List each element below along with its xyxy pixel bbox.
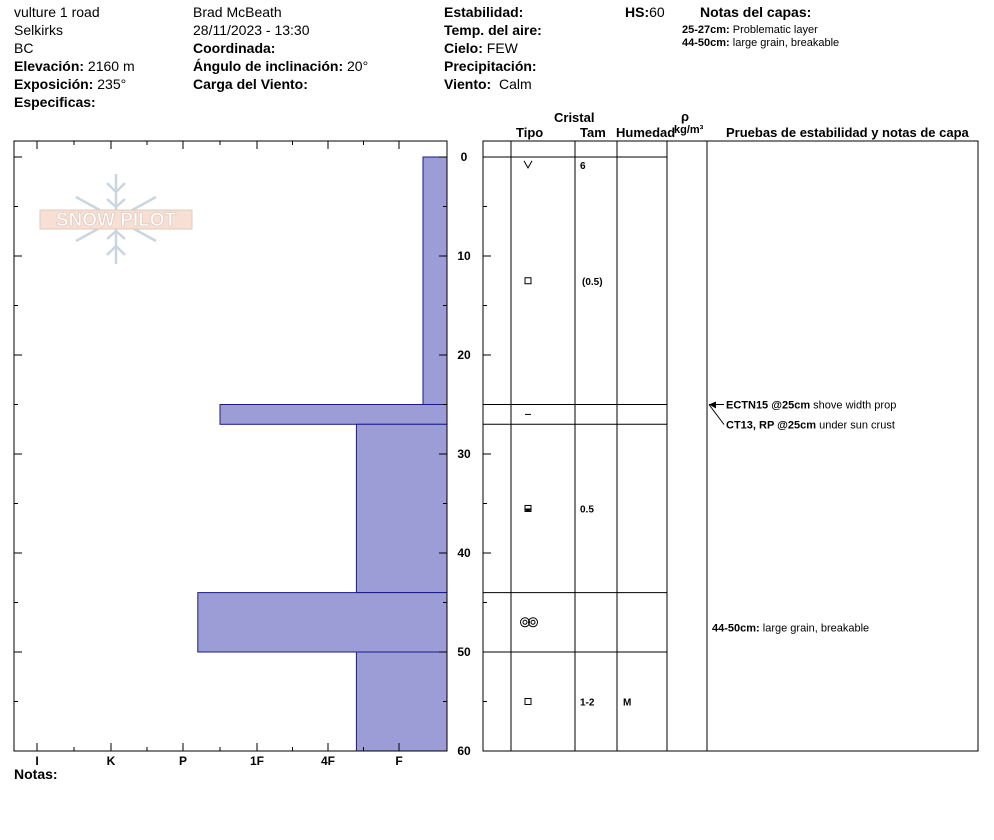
test-code: ECTN15 @25cm [726,399,814,412]
x-tick-label: 4F [320,754,336,768]
x-tick-label: P [178,754,188,768]
notes-label: Notas: [14,766,58,782]
hardness-bars [198,157,447,751]
precip-label: Precipitación: [444,58,537,74]
coord-label: Coordinada: [193,40,276,56]
density-unit-header: kg/m³ [674,124,704,136]
aspect-value: 235° [97,76,127,92]
crystal-row [521,618,538,627]
crystal-size: 1-2 [580,697,595,709]
hardness-bar [423,157,447,405]
rho-header: ρ [681,109,690,124]
stability-test [726,420,895,432]
wind-label: Viento: [444,76,492,92]
crystal-size: 0.5 [580,504,594,516]
crystal-profile [521,161,632,709]
specifics-label: Especificas: [14,94,96,110]
y-tick-label: 50 [457,645,471,659]
stability-test [726,400,896,412]
hardness-bar [220,405,447,425]
test-code: CT13, RP @25cm [726,419,820,432]
faceted-icon [525,699,531,705]
crystal-row [525,504,594,515]
layer-note-range: 44-50cm: [682,37,730,49]
y-tick-label: 60 [457,744,471,758]
faceted-icon [525,278,531,284]
surface-hoar-icon [524,161,532,168]
crystal-row [525,698,631,709]
chart-frames [14,141,978,751]
observer-text: Brad McBeath [193,4,282,20]
layer-note-range: 25-27cm: [682,24,730,36]
layer-note [712,622,869,634]
x-tick-label: 1F [249,754,265,768]
stability-tests [709,400,896,635]
sky-label: Cielo: [444,40,483,56]
y-tick-label: 30 [457,447,471,461]
layer-note-text: Problematic layer [732,24,818,36]
crystal-header: Cristal [554,110,595,125]
type-header: Tipo [516,125,544,140]
layer-note-range: 44-50cm: [712,622,763,635]
hardness-bar [356,652,447,751]
wind-value: Calm [498,76,532,92]
y-tick-label: 0 [460,150,468,164]
region-text: BC [14,40,34,56]
crystal-size: (0.5) [582,276,603,288]
location-text: vulture 1 road [14,4,100,20]
crystal-size: 6 [580,160,586,172]
test-note: under sun crust [819,419,895,432]
stability-label: Estabilidad: [444,4,524,20]
profile-frame [483,141,978,751]
crystal-row [525,277,603,288]
crystal-row [524,161,586,172]
incline-value: 20° [347,58,369,74]
test-note: shove width prop [813,399,897,412]
y-tick-label: 40 [457,546,471,560]
melt-form-inner [531,620,535,624]
elevation-value: 2160 m [87,58,135,74]
sky-value: FEW [486,40,518,56]
y-tick-label: 10 [457,249,471,263]
moisture-value: M [623,697,632,709]
snowpilot-watermark [40,174,192,264]
y-tick-label: 20 [457,348,471,362]
moisture-header: Humedad [616,125,676,140]
test-pointer [709,405,724,425]
layer-note-text: large grain, breakable [762,622,870,635]
x-tick-label: I [35,754,39,768]
hs-label: HS: [625,4,650,20]
elevation-label: Elevación: [14,58,85,74]
layer-note-text: large grain, breakable [732,37,840,49]
tests-header: Pruebas de estabilidad y notas de capa [726,125,969,140]
wind-load-label: Carga del Viento: [193,76,308,92]
hardness-bar [356,424,447,592]
hardness-bar [198,593,447,652]
range-text: Selkirks [14,22,64,38]
datetime-text: 28/11/2023 - 13:30 [193,22,310,38]
x-tick-label: K [106,754,116,768]
aspect-label: Exposición: [14,76,94,92]
melt-form-inner [523,620,527,624]
hs-value: 60 [649,4,665,20]
layer-notes-title: Notas del capas: [700,4,812,20]
size-header: Tam [580,125,606,140]
air-temp-label: Temp. del aire: [444,22,542,38]
incline-label: Ángulo de inclinación: [193,58,344,74]
x-tick-label: F [395,754,403,768]
watermark-text: SNOW PILOT [55,210,177,231]
